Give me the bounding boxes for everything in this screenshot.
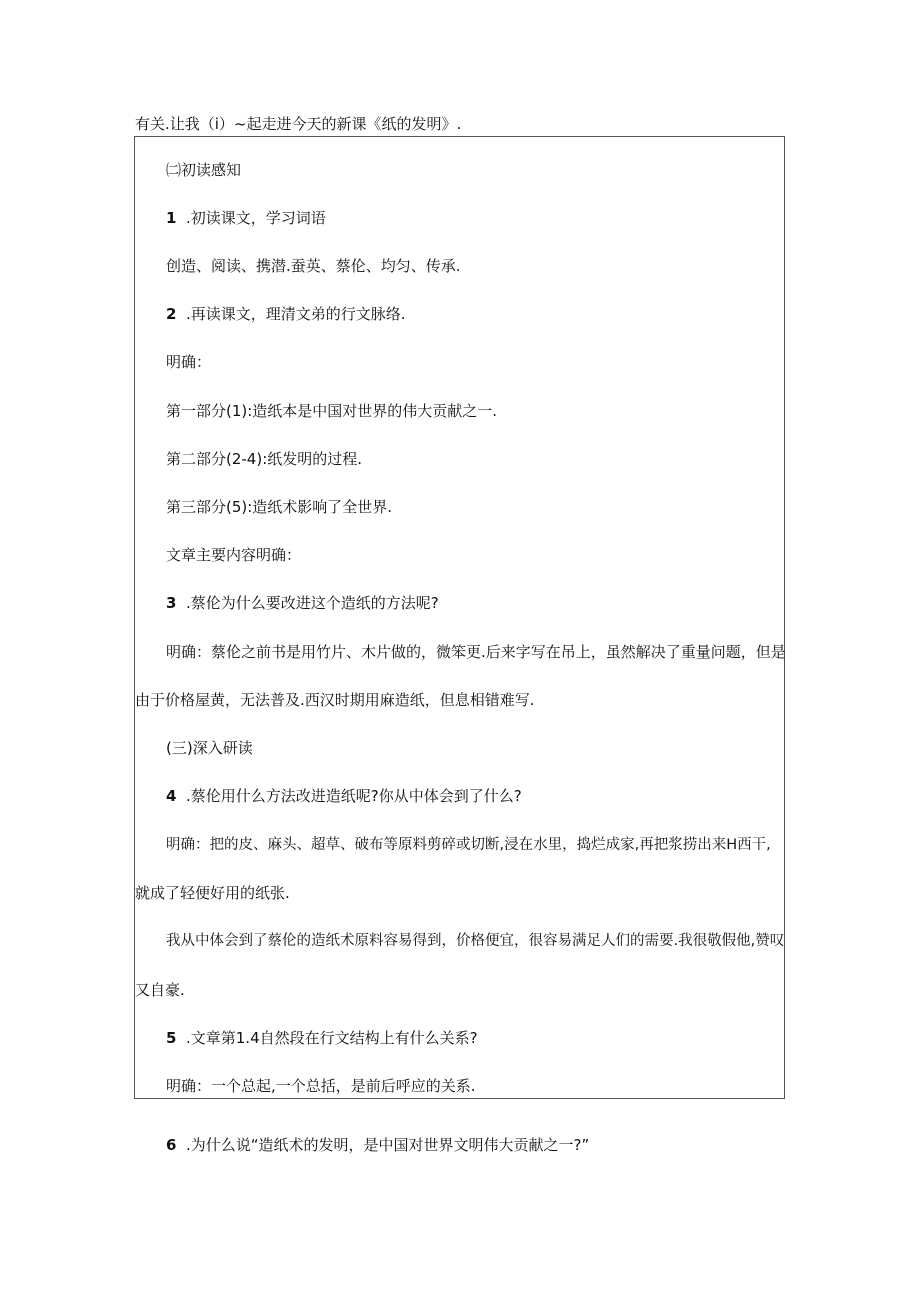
question-item-5 [166, 1028, 478, 1048]
question-text: .蔡伦用什么方法改进造纸呢?你从中体会到了什么? [186, 787, 522, 805]
answer-3-line-1: 明确：蔡伦之前书是用竹片、木片做的，微笨更.后来字写在吊上，虽然解决了重量问题，但是 [166, 643, 786, 661]
main-content-label: 文章主要内容明确： [166, 546, 302, 564]
intro-text: 有关.让我（i）~起走进今天的新课《纸的发明》. [135, 115, 462, 133]
section-heading-deep-reading: (三)深入研读 [166, 739, 253, 757]
question-number: 5 [166, 1029, 177, 1047]
answer-4-line-2: 就成了轻便好用的纸张. [135, 884, 290, 902]
question-item-3 [166, 593, 439, 613]
question-number: 3 [166, 594, 177, 612]
question-number: 2 [166, 305, 177, 323]
content-box [134, 136, 785, 1099]
section-heading-first-reading: ㈡初读感知 [166, 161, 242, 179]
reflection-line-2: 又自豪. [135, 981, 185, 999]
question-item-1 [166, 208, 326, 228]
question-number: 1 [166, 209, 177, 227]
answer-4-line-1: 明确：把的皮、麻头、超草、破布等原料剪碎或切断,浸在水里，捣烂成家,再把浆捞出来H西干, [166, 837, 771, 853]
answer-3-line-2: 由于价格屋黄，无法普及.西汉时期用麻造纸，但息相错难写. [135, 691, 535, 709]
reflection-line-1: 我从中体会到了蔡伦的造纸术原料容易得到，价格便宜，很容易满足人们的需要.我很敬假他,赞叹 [166, 933, 785, 949]
question-item-6 [166, 1135, 589, 1155]
vocabulary-list: 创造、阅读、携潜.蚕英、蔡伦、均匀、传承. [166, 257, 461, 275]
question-number: 6 [166, 1136, 177, 1154]
structure-part-3: 第三部分(5):造纸术影响了全世界. [166, 498, 393, 516]
question-text: .蔡伦为什么要改进这个造纸的方法呢? [186, 594, 439, 612]
question-item-2 [166, 304, 406, 324]
question-item-4 [166, 786, 522, 806]
answer-label: 明确： [166, 353, 212, 371]
structure-part-2: 第二部分(2-4):纸发明的过程. [166, 450, 363, 468]
question-text: .文章第1.4自然段在行文结构上有什么关系? [186, 1029, 478, 1047]
answer-5: 明确：一个总起,一个总括，是前后呼应的关系. [166, 1077, 476, 1095]
question-text: .为什么说“造纸术的发明，是中国对世界文明伟大贡献之一?” [186, 1136, 590, 1154]
structure-part-1: 第一部分(1):造纸本是中国对世界的伟大贡献之一. [166, 402, 498, 420]
question-number: 4 [166, 787, 177, 805]
question-text: .初读课文，学习词语 [186, 209, 326, 227]
question-text: .再读课文，理清文弟的行文脉络. [186, 305, 406, 323]
